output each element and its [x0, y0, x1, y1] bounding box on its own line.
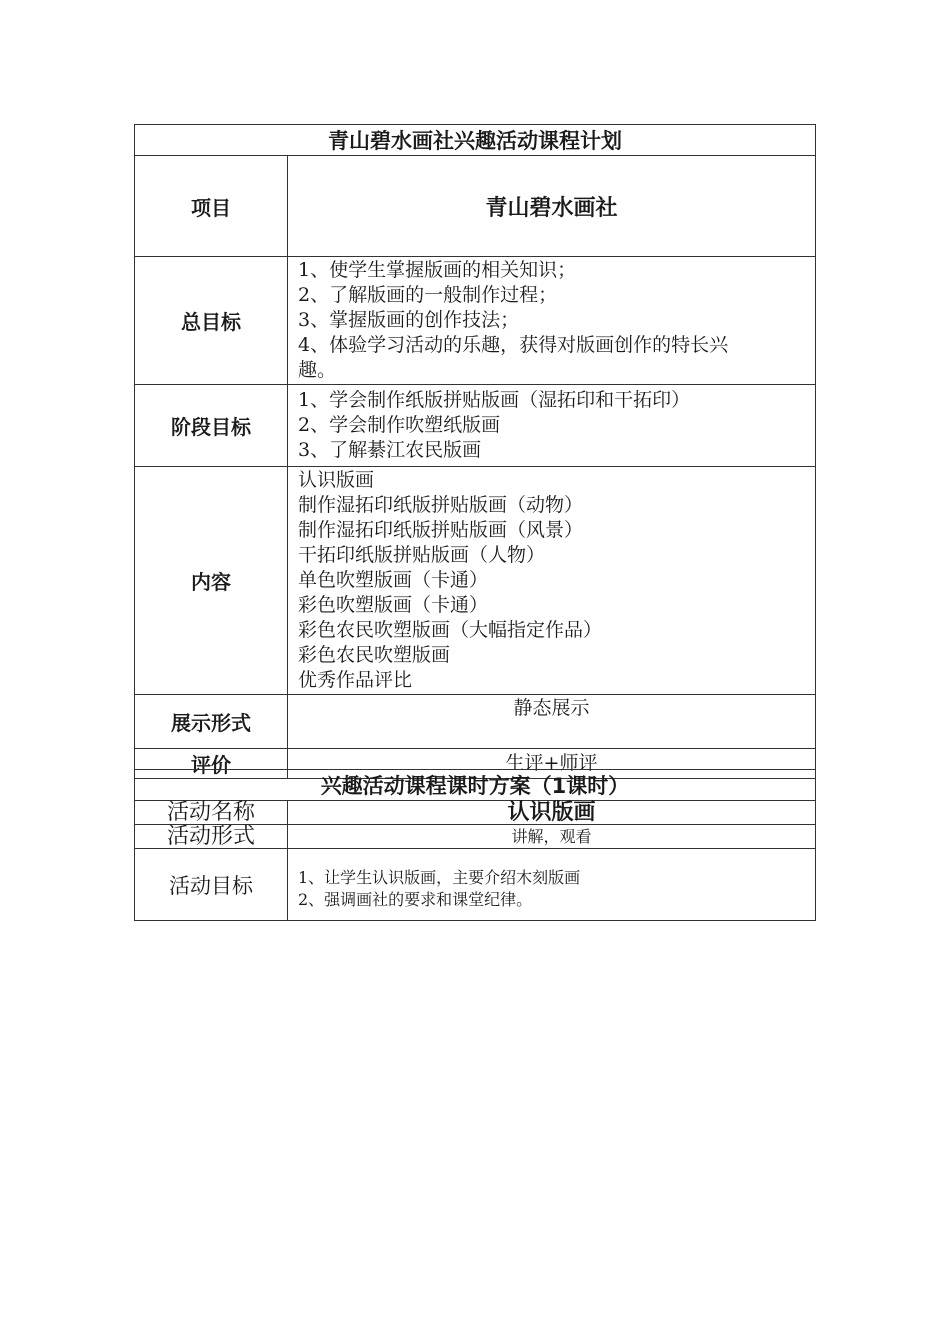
- goal-line: 趣。: [298, 359, 337, 381]
- lesson-title: 兴趣活动课程课时方案（1课时）: [135, 770, 816, 801]
- content-line: 认识版画: [298, 469, 375, 491]
- project-value: 青山碧水画社: [288, 156, 816, 257]
- content-label: 内容: [135, 467, 288, 695]
- goal-line: 2、了解版画的一般制作过程；: [298, 284, 558, 306]
- plan-title: 青山碧水画社兴趣活动课程计划: [135, 125, 816, 156]
- display-value: 静态展示: [288, 695, 816, 749]
- content-line: 制作湿拓印纸版拼贴版画（风景）: [298, 519, 584, 541]
- project-label: 项目: [135, 156, 288, 257]
- lesson-plan-table: [134, 769, 816, 921]
- stage-goal-label: 阶段目标: [135, 385, 288, 467]
- activity-name-label: 活动名称: [135, 801, 288, 825]
- goal-line: 1、使学生掌握版画的相关知识；: [298, 259, 577, 281]
- course-plan-table: [134, 124, 816, 779]
- stage-goal-line: 3、了解綦江农民版画: [298, 439, 482, 461]
- content-line: 干拓印纸版拼贴版画（人物）: [298, 544, 546, 566]
- activity-goal-line: 2、强调画社的要求和课堂纪律。: [298, 890, 533, 909]
- stage-goal-line: 2、学会制作吹塑纸版画: [298, 414, 501, 436]
- evaluation-value: 生评+师评: [288, 749, 816, 779]
- stage-goal-list: [288, 385, 816, 467]
- content-line: 制作湿拓印纸版拼贴版画（动物）: [298, 494, 584, 516]
- content-line: 彩色吹塑版画（卡通）: [298, 594, 489, 616]
- activity-form-label: 活动形式: [135, 825, 288, 849]
- content-line: 单色吹塑版画（卡通）: [298, 569, 489, 591]
- goal-line: 4、体验学习活动的乐趣，获得对版画创作的特长兴: [298, 334, 729, 356]
- goal-line: 3、掌握版画的创作技法；: [298, 309, 520, 331]
- activity-goal-label: 活动目标: [135, 849, 288, 921]
- stage-goal-line: 1、学会制作纸版拼贴版画（湿拓印和干拓印）: [298, 389, 691, 411]
- content-line: 优秀作品评比: [298, 669, 413, 691]
- content-list: [288, 467, 816, 695]
- content-line: 彩色农民吹塑版画（大幅指定作品）: [298, 619, 603, 641]
- display-label: 展示形式: [135, 695, 288, 749]
- activity-goal-list: [288, 849, 816, 921]
- goal-list: [288, 257, 816, 385]
- evaluation-label: 评价: [135, 749, 288, 779]
- activity-goal-line: 1、让学生认识版画，主要介绍木刻版画: [298, 868, 581, 887]
- content-line: 彩色农民吹塑版画: [298, 644, 451, 666]
- activity-form-value: 讲解，观看: [288, 825, 816, 849]
- goal-label: 总目标: [135, 257, 288, 385]
- activity-name-value: 认识版画: [288, 801, 816, 825]
